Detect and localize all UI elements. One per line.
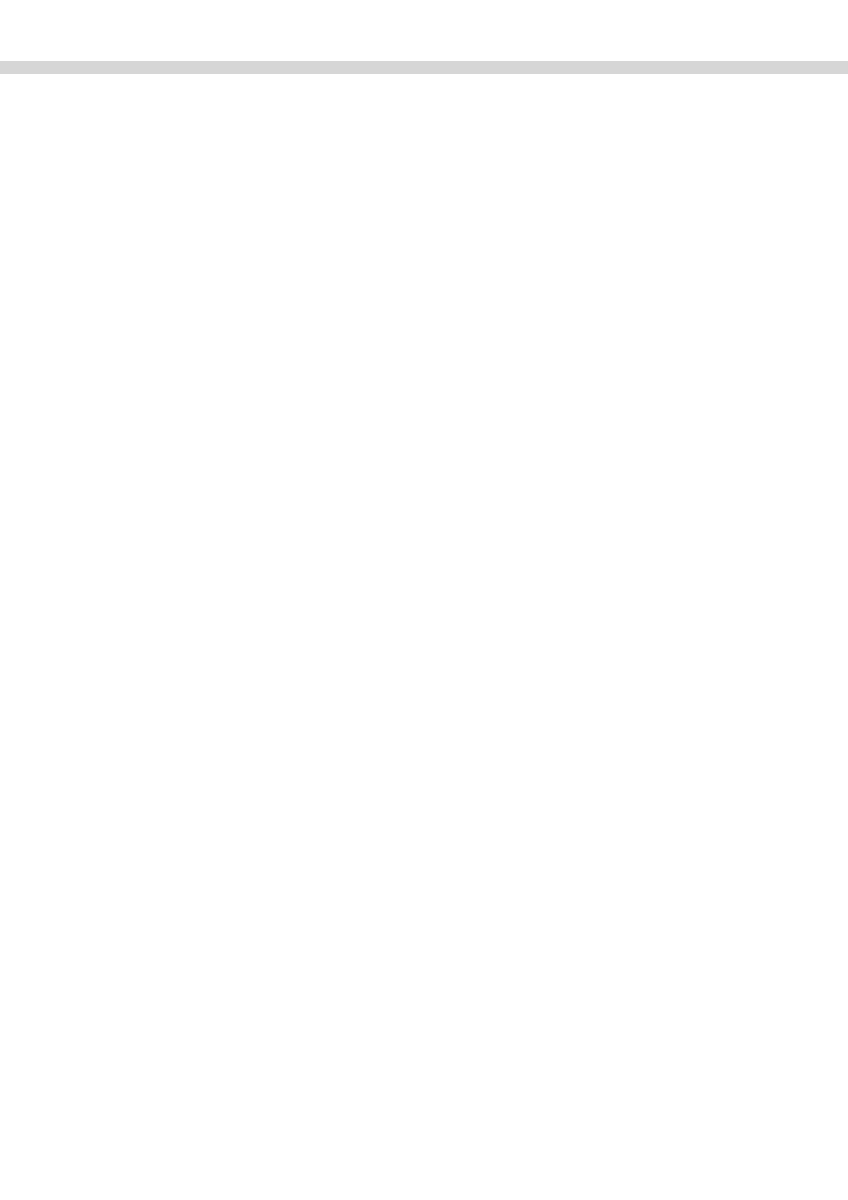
top-navigation-bar [0,61,848,74]
